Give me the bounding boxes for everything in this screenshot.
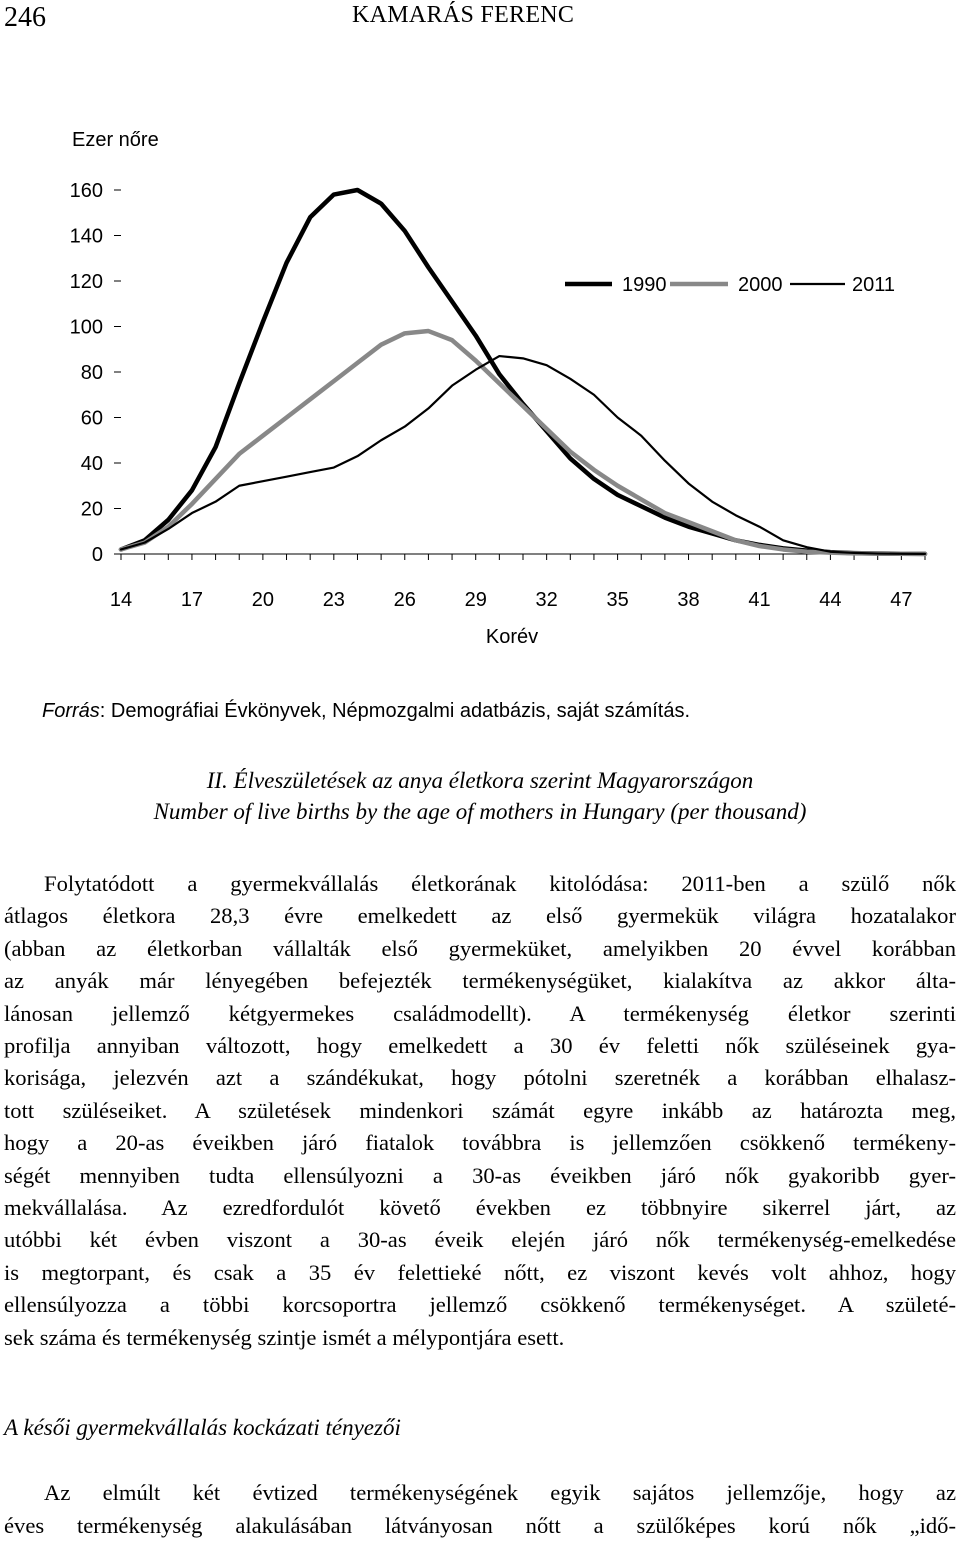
text-line: Folytatódott a gyermekvállalás életkorának kitolódása: 2011-ben a szülő nők [44,871,956,896]
text-line: átlagos életkora 28,3 évre emelkedett az első gyermekük világra hozatalakor [4,903,956,929]
text-line: (abban az életkorban vállalták első gyermeküket, amelyikben 20 évvel korábban [4,935,956,961]
caption-hungarian: II. Élveszületések az anya életkora szerint Magyarországon [206,768,754,793]
y-tick-label: 20 [80,498,103,521]
source-text: : Demográfiai Évkönyvek, Népmozgalmi adatbázis, saját számítás. [99,700,691,722]
x-tick-label: 47 [890,589,913,611]
text-line: profilja annyiban változott, hogy emelkedett a 30 év feletti nők szüléseinek gya- [4,1033,956,1059]
x-tick-label: 44 [819,589,842,611]
series-line-2000 [121,331,925,554]
section-heading: A késői gyermekvállalás kockázati tényezői [4,1415,401,1440]
x-tick-label: 23 [322,589,345,611]
page-header [0,0,960,40]
y-tick-label: 80 [80,362,103,384]
figure-caption [0,765,960,827]
y-tick-label: 60 [80,407,103,430]
page-number: 246 [4,2,46,33]
x-axis-label: Korév [485,626,539,648]
y-tick-label: 40 [80,453,103,475]
text-line: korisága, jelezvén azt a szándékukat, hogy pótolni szeretnék a korábban elhalasz- [4,1065,956,1091]
chart-source [42,700,690,723]
caption-english: Number of live births by the age of mothers in Hungary (per thousand) [153,799,807,824]
text-line: mekvállalása. Az ezredfordulót követő években ez többnyire sikerrel járt, az [4,1195,956,1221]
x-tick-label: 41 [748,589,771,611]
y-ticks [70,180,121,566]
text-line: ellensúlyozza a többi korcsoportra jellemző csökkenő termékenységet. A születé- [4,1292,956,1318]
text-line: éves termékenység alakulásában látványosan nőtt a szülőképes korú nők „idő- [4,1513,956,1538]
y-tick-label: 120 [69,271,103,293]
series-line-2011 [121,356,925,554]
birth-rate-chart [0,110,960,650]
x-tick-label: 20 [251,589,275,611]
x-tick-label: 32 [535,589,558,611]
text-line: hogy a 20-as éveikben járó fiatalok továbbra is jellemzően csökkenő termékeny- [4,1130,956,1156]
y-tick-label: 140 [69,225,103,248]
x-tick-label: 17 [180,589,204,611]
y-tick-label: 0 [91,544,103,566]
text-line: utóbbi két évben viszont a 30-as éveik elején járó nők termékenység-emelkedése [4,1227,956,1253]
text-line: is megtorpant, és csak a 35 év felettieké nőtt, ez viszont kevés volt ahhoz, hogy [4,1259,956,1285]
y-tick-label: 100 [69,316,103,339]
text-line: tott szüléseiket. A születések mindenkori számát egyre inkább az határozta meg, [4,1097,956,1123]
body-paragraph [4,868,956,1354]
x-tick-label: 14 [109,589,133,611]
series-line-1990 [121,190,925,554]
y-tick-label: 160 [69,180,103,202]
text-line: sek száma és termékenység szintje ismét a mélypontjára esett. [4,1324,565,1350]
x-tick-label: 29 [464,589,487,611]
x-tick-label: 26 [393,589,416,611]
text-line: ségét mennyiben tudta ellensúlyozni a 30-as éveikben járó nők gyakoribb gyer- [4,1162,956,1188]
running-head: KAMARÁS FERENC [352,2,575,28]
y-axis-label: Ezer nőre [72,129,159,151]
source-label: Forrás [42,700,100,722]
series-lines [121,190,925,554]
x-ticks [110,554,925,611]
legend-label: 1990 [622,274,667,296]
legend-label: 2000 [738,274,783,296]
legend-label: 2011 [852,274,896,296]
text-line: lánosan jellemző kétgyermekes családmodellt). A termékenység életkor szerinti [4,1000,956,1026]
body-paragraph-2 [4,1476,956,1542]
x-tick-label: 35 [606,589,629,611]
text-line: Az elmúlt két évtized termékenységének egyik sajátos jellemzője, hogy az [44,1480,956,1505]
text-line: az anyák már lényegében befejezték termékenységüket, kialakítva az akkor álta- [4,968,956,994]
legend [565,274,895,296]
x-tick-label: 38 [677,589,700,611]
